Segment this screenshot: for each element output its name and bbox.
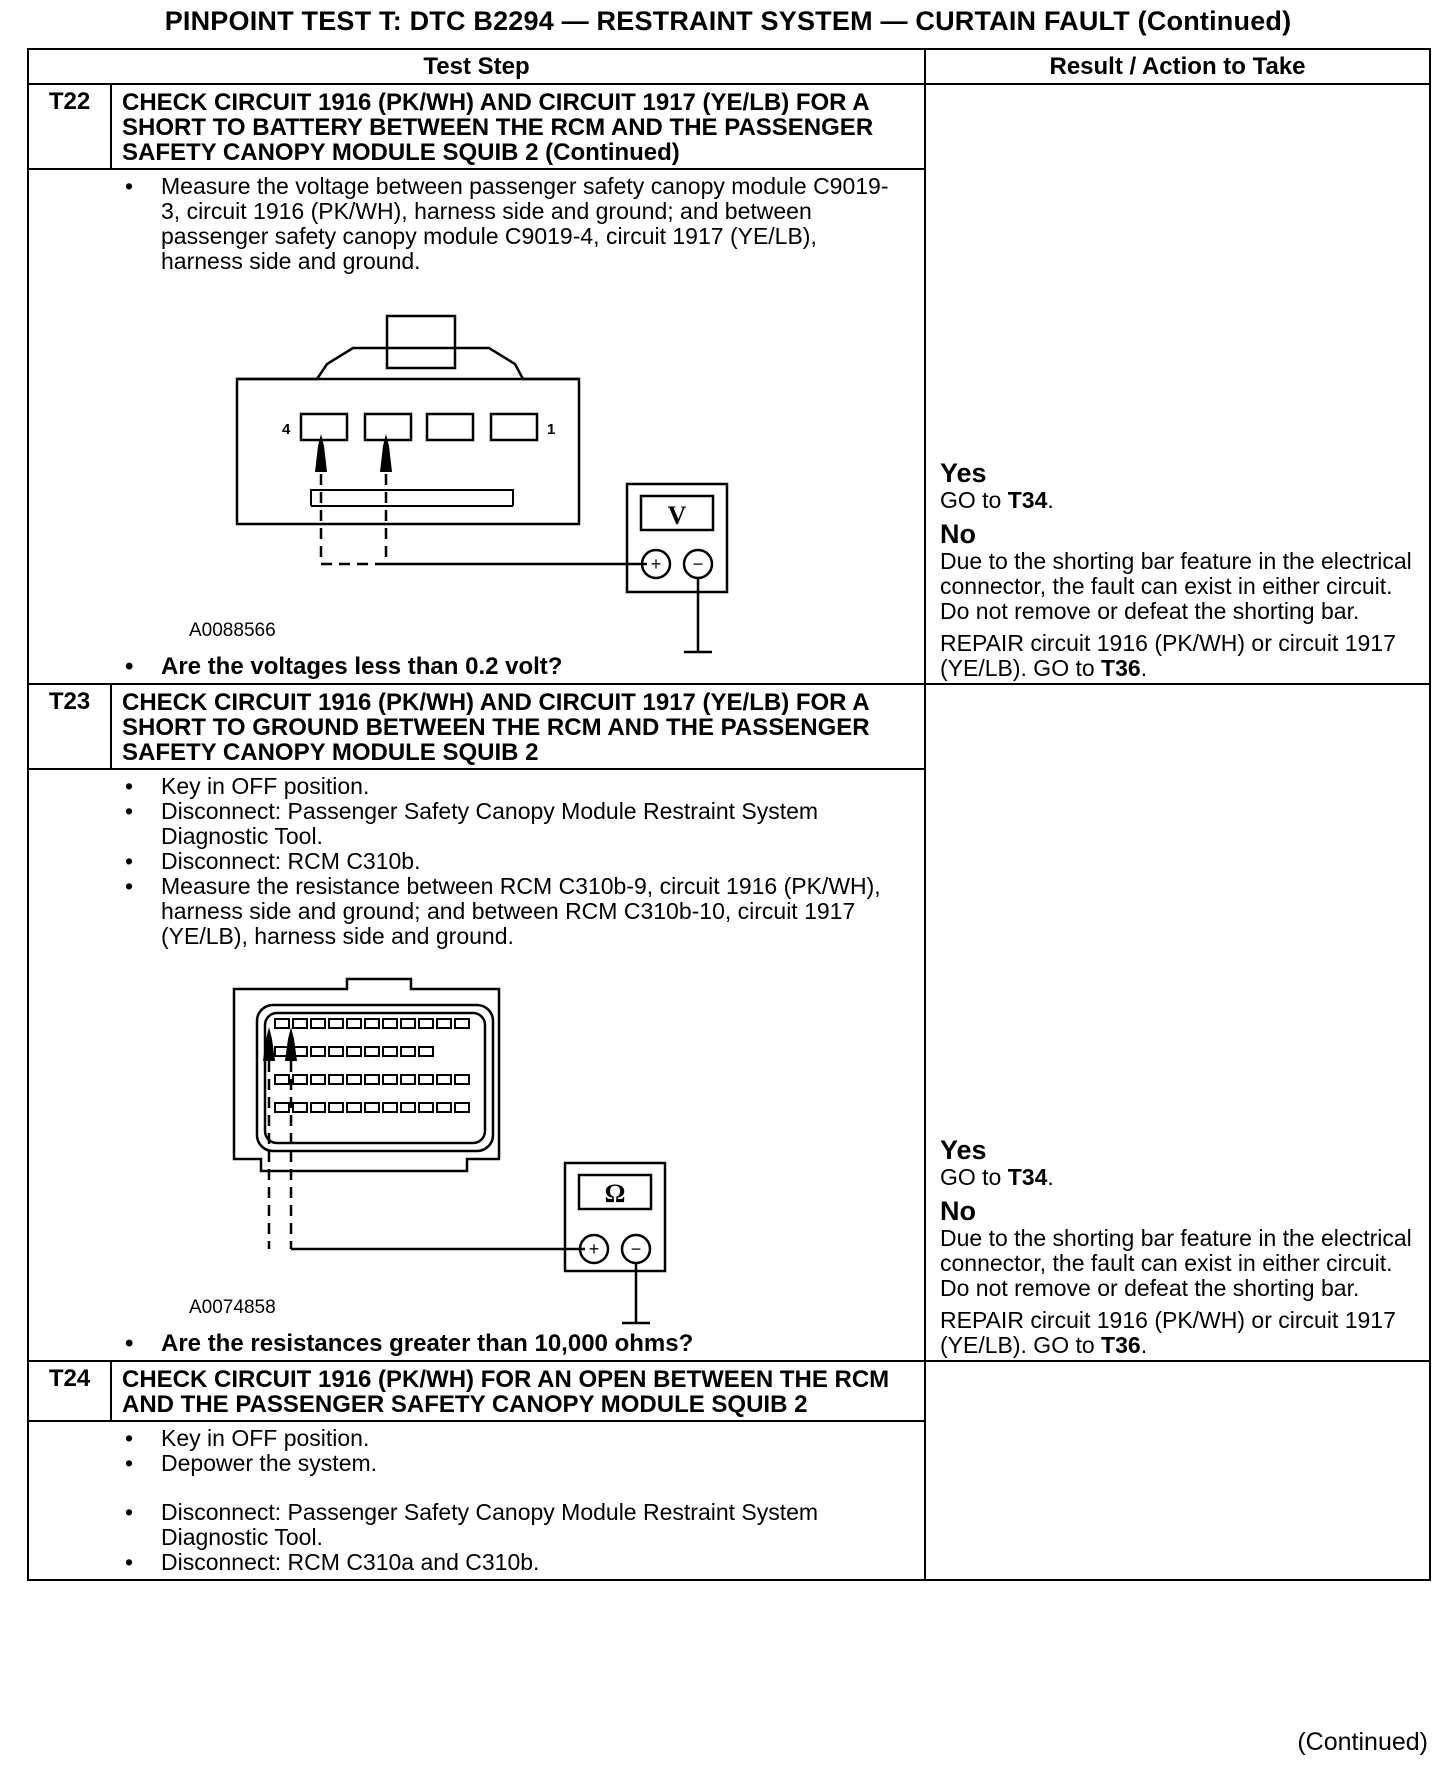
step-body-t23	[28, 769, 925, 1361]
connector-pin-rows	[275, 1019, 469, 1112]
result-t24	[925, 1361, 1430, 1580]
connector-voltmeter-diagram	[29, 274, 925, 654]
connector-ohmmeter-diagram	[29, 949, 925, 1331]
figure-id-a0074858: A0074858	[189, 1297, 276, 1318]
page-title: PINPOINT TEST T: DTC B2294 — RESTRAINT SYSTEM — CURTAIN FAULT (Continued)	[164, 6, 1292, 36]
step-id-t24: T24	[28, 1361, 111, 1421]
step-id-t22: T22	[28, 84, 111, 169]
voltmeter-symbol: V	[667, 501, 687, 530]
pin-label-4: 4	[282, 421, 291, 438]
pin-1	[491, 414, 537, 440]
step-id-t23: T23	[28, 684, 111, 769]
goto-link-t36[interactable]: T36	[1101, 1332, 1141, 1358]
list-item: • Measure the resistance between RCM C310b-9, circuit 1916 (PK/WH), harness side and ground; and between RCM C310b-10, circuit 1917 (YE/LB), harness side and ground.	[125, 873, 881, 949]
step-title-t23: CHECK CIRCUIT 1916 (PK/WH) AND CIRCUIT 1917 (YE/LB) FOR A SHORT TO GROUND BETWEEN THE RCM AND THE PASSENGER SAFETY CANOPY MODULE SQUIB 2	[111, 684, 925, 769]
list-item: • Disconnect: Passenger Safety Canopy Module Restraint System Diagnostic Tool.	[125, 798, 819, 849]
plus-terminal: +	[588, 1239, 600, 1259]
repair-action-t22: REPAIR circuit 1916 (PK/WH) or circuit 1917 (YE/LB). GO to T36.	[940, 630, 1396, 681]
no-action-t23: Due to the shorting bar feature in the electrical connector, the fault can exist in either circuit. Do not remove or defeat the shorting bar.	[940, 1225, 1412, 1301]
step-t24-title-row	[28, 1361, 1430, 1421]
step-title-t24: CHECK CIRCUIT 1916 (PK/WH) FOR AN OPEN BETWEEN THE RCM AND THE PASSENGER SAFETY CANOPY MODULE SQUIB 2	[111, 1361, 925, 1421]
pin-3	[365, 414, 411, 440]
list-item: • Depower the system.	[125, 1450, 378, 1476]
step-question-t23: • Are the resistances greater than 10,000 ohms?	[125, 1330, 694, 1357]
step-t23-title-row	[28, 684, 1430, 769]
yes-label-t22: Yes	[940, 458, 987, 488]
continued-note: (Continued)	[1297, 1728, 1428, 1756]
no-label-t23: No	[940, 1196, 976, 1226]
plus-terminal: +	[650, 554, 662, 574]
result-t22	[925, 84, 1430, 684]
pin-2	[427, 414, 473, 440]
list-item: • Key in OFF position.	[125, 773, 370, 799]
step-question-t22: • Are the voltages less than 0.2 volt?	[125, 653, 563, 680]
minus-terminal: −	[630, 1239, 642, 1259]
list-item: • Measure the voltage between passenger safety canopy module C9019-3, circuit 1916 (PK/WH), harness side and ground; and between passenger safety canopy module C9019-4, circuit 1917 (YE/LB), harness side and ground.	[125, 173, 889, 274]
list-item: • Disconnect: Passenger Safety Canopy Module Restraint System Diagnostic Tool.	[125, 1499, 819, 1550]
table-header-row	[28, 49, 1430, 84]
goto-link-t34[interactable]: T34	[1007, 487, 1048, 513]
yes-action-t23: GO to T34.	[940, 1164, 1054, 1190]
step-body-t24	[28, 1421, 925, 1580]
step-t22-title-row	[28, 84, 1430, 169]
figure-voltage-test	[29, 274, 924, 654]
pinpoint-test-table	[27, 48, 1431, 1581]
list-item: • Disconnect: RCM C310b.	[125, 848, 421, 874]
step-body-t22	[28, 169, 925, 684]
header-result: Result / Action to Take	[925, 49, 1430, 84]
list-item: • Disconnect: RCM C310a and C310b.	[125, 1549, 540, 1575]
repair-action-t23: REPAIR circuit 1916 (PK/WH) or circuit 1917 (YE/LB). GO to T36.	[940, 1307, 1396, 1358]
yes-label-t23: Yes	[940, 1135, 987, 1165]
figure-resistance-test	[29, 949, 924, 1331]
spacer	[29, 1476, 924, 1500]
no-action-t22: Due to the shorting bar feature in the electrical connector, the fault can exist in either circuit. Do not remove or defeat the shorting bar.	[940, 548, 1412, 624]
goto-link-t36[interactable]: T36	[1101, 655, 1141, 681]
list-item: • Key in OFF position.	[125, 1425, 370, 1451]
no-label-t22: No	[940, 519, 976, 549]
step-title-t22: CHECK CIRCUIT 1916 (PK/WH) AND CIRCUIT 1917 (YE/LB) FOR A SHORT TO BATTERY BETWEEN THE RCM AND THE PASSENGER SAFETY CANOPY MODULE SQUIB 2 (Continued)	[111, 84, 925, 169]
goto-link-t34[interactable]: T34	[1007, 1164, 1048, 1190]
result-t23	[925, 684, 1430, 1361]
figure-id-a0088566: A0088566	[189, 620, 276, 641]
minus-terminal: −	[692, 554, 704, 574]
pin-label-1: 1	[547, 421, 556, 438]
ohmmeter-symbol: Ω	[604, 1179, 626, 1208]
probe-tip-2	[285, 1027, 297, 1061]
pin-4	[301, 414, 347, 440]
yes-action-t22: GO to T34.	[940, 487, 1054, 513]
header-test-step: Test Step	[28, 49, 925, 84]
